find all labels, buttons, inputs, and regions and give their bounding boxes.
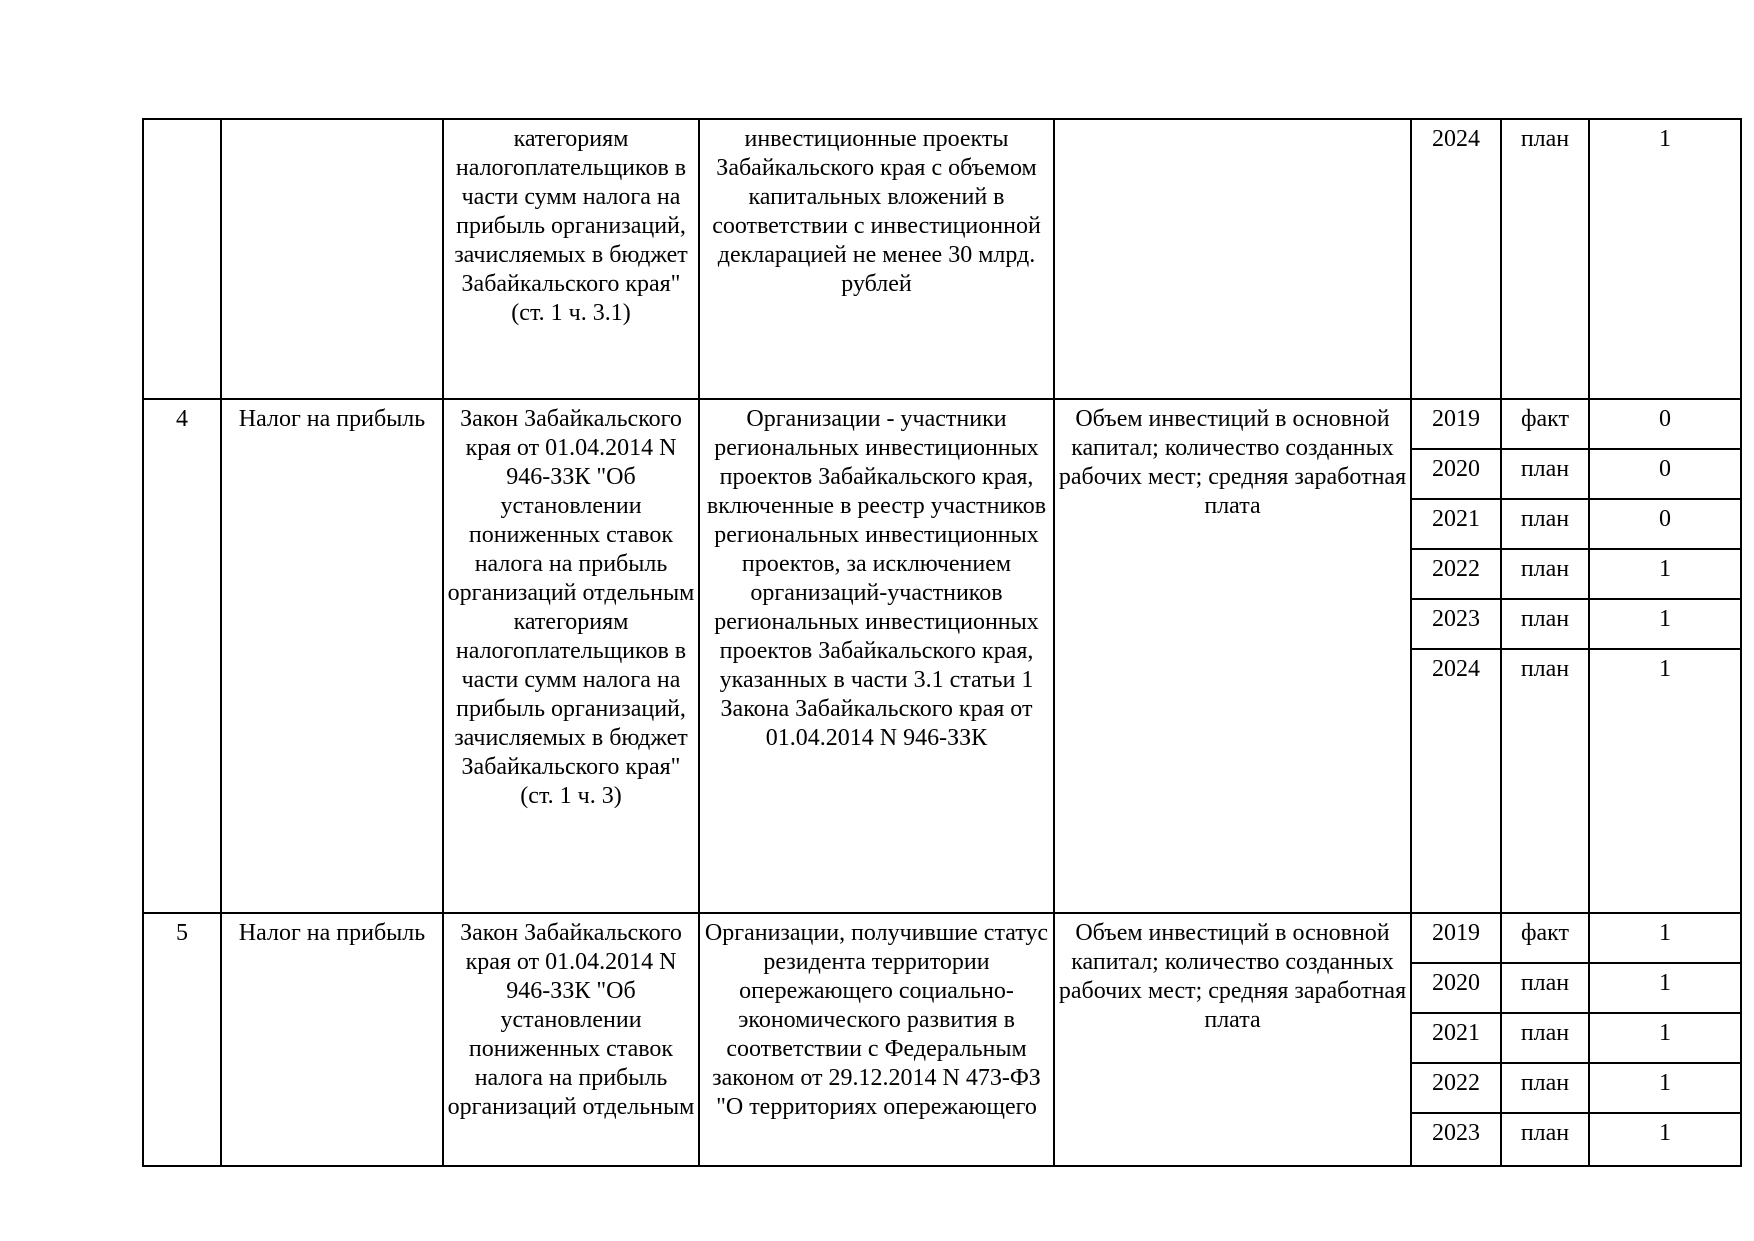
year-cell: 2020: [1411, 449, 1501, 499]
law-cell: Закон Забайкальского края от 01.04.2014 N 946-ЗЗК "Об установлении пониженных ставок налога на прибыль организаций отдельным категориям налогоплательщиков в части сумм налога на прибыль организаций, зачисляемых в бюджет Забайкальского края" (ст. 1 ч. 3): [443, 399, 699, 913]
plan-fact-cell: план: [1501, 549, 1589, 599]
beneficiaries-cell: инвестиционные проекты Забайкальского края с объемом капитальных вложений в соответствии с инвестиционной декларацией не менее 30 млрд. рублей: [699, 119, 1054, 399]
tax-name-cell: [221, 119, 443, 399]
value-cell: 1: [1589, 963, 1741, 1013]
year-cell: 2019: [1411, 399, 1501, 449]
value-cell: 0: [1589, 449, 1741, 499]
plan-fact-cell: план: [1501, 119, 1589, 399]
indicators-cell: [1054, 119, 1411, 399]
table-subrow: [143, 913, 1741, 963]
tax-name-cell: Налог на прибыль: [221, 913, 443, 1166]
table-row-5: [143, 913, 1741, 1166]
value-cell: 1: [1589, 649, 1741, 913]
plan-fact-cell: факт: [1501, 913, 1589, 963]
year-cell: 2021: [1411, 499, 1501, 549]
value-cell: 1: [1589, 1113, 1741, 1166]
law-cell: Закон Забайкальского края от 01.04.2014 N 946-ЗЗК "Об установлении пониженных ставок налога на прибыль организаций отдельным: [443, 913, 699, 1166]
year-cell: 2024: [1411, 119, 1501, 399]
plan-fact-cell: план: [1501, 963, 1589, 1013]
value-cell: 1: [1589, 1013, 1741, 1063]
plan-fact-cell: план: [1501, 499, 1589, 549]
tax-benefits-table: [142, 118, 1742, 1167]
row-number-cell: [143, 119, 221, 399]
year-cell: 2020: [1411, 963, 1501, 1013]
value-cell: 0: [1589, 499, 1741, 549]
plan-fact-cell: факт: [1501, 399, 1589, 449]
value-cell: 1: [1589, 119, 1741, 399]
year-cell: 2022: [1411, 1063, 1501, 1113]
year-cell: 2021: [1411, 1013, 1501, 1063]
value-cell: 1: [1589, 599, 1741, 649]
tax-name-cell: Налог на прибыль: [221, 399, 443, 913]
table-row-4: [143, 399, 1741, 913]
plan-fact-cell: план: [1501, 1113, 1589, 1166]
table-subrow: [143, 399, 1741, 449]
indicators-cell: Объем инвестиций в основной капитал; количество созданных рабочих мест; средняя заработная плата: [1054, 913, 1411, 1166]
value-cell: 1: [1589, 1063, 1741, 1113]
row-number-cell: 4: [143, 399, 221, 913]
year-cell: 2023: [1411, 599, 1501, 649]
value-cell: 1: [1589, 549, 1741, 599]
plan-fact-cell: план: [1501, 649, 1589, 913]
year-cell: 2022: [1411, 549, 1501, 599]
year-cell: 2023: [1411, 1113, 1501, 1166]
beneficiaries-cell: Организации, получившие статус резидента территории опережающего социально-экономического развития в соответствии с Федеральным законом от 29.12.2014 N 473-ФЗ "О территориях опережающего: [699, 913, 1054, 1166]
plan-fact-cell: план: [1501, 449, 1589, 499]
plan-fact-cell: план: [1501, 1063, 1589, 1113]
year-cell: 2019: [1411, 913, 1501, 963]
value-cell: 1: [1589, 913, 1741, 963]
table-row-continuation: [143, 119, 1741, 399]
beneficiaries-cell: Организации - участники региональных инвестиционных проектов Забайкальского края, включенные в реестр участников региональных инвестиционных проектов, за исключением организаций-участников региональных инвестиционных проектов Забайкальского края, указанных в части 3.1 статьи 1 Закона Забайкальского края от 01.04.2014 N 946-ЗЗК: [699, 399, 1054, 913]
table-subrow: [143, 119, 1741, 399]
value-cell: 0: [1589, 399, 1741, 449]
indicators-cell: Объем инвестиций в основной капитал; количество созданных рабочих мест; средняя заработная плата: [1054, 399, 1411, 913]
plan-fact-cell: план: [1501, 1013, 1589, 1063]
plan-fact-cell: план: [1501, 599, 1589, 649]
law-cell: категориям налогоплательщиков в части сумм налога на прибыль организаций, зачисляемых в бюджет Забайкальского края" (ст. 1 ч. 3.1): [443, 119, 699, 399]
row-number-cell: 5: [143, 913, 221, 1166]
year-cell: 2024: [1411, 649, 1501, 913]
